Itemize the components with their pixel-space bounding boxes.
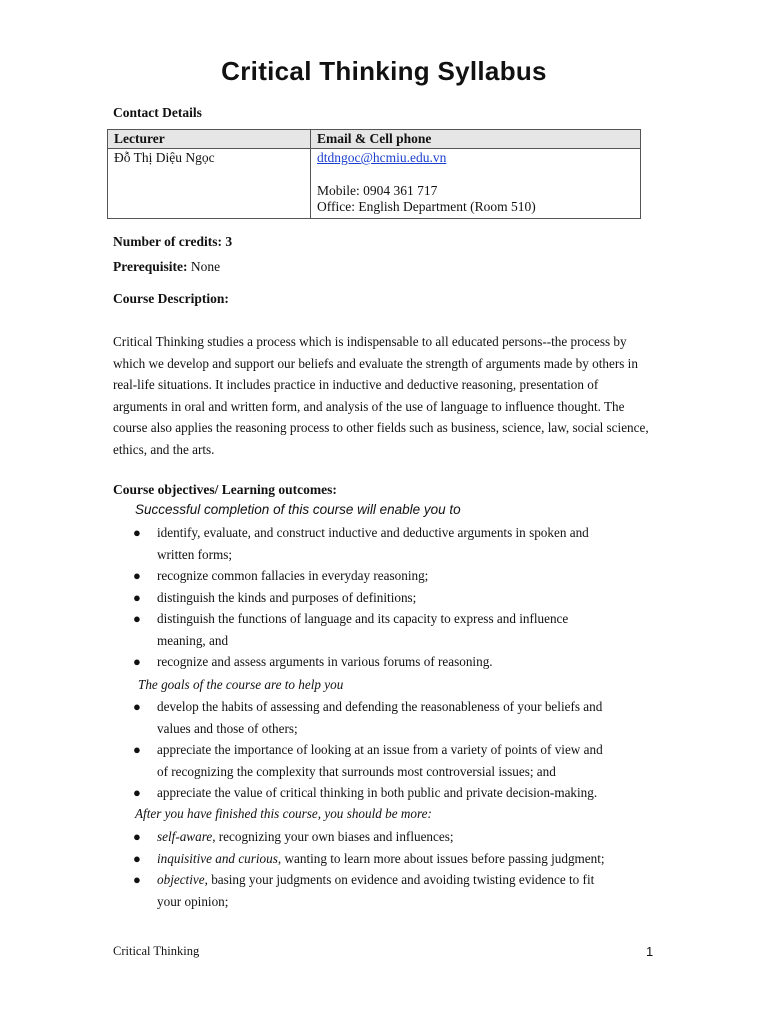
list-item: ● appreciate the value of critical thinking in both public and private decision-making.: [113, 782, 613, 804]
list-item: ● distinguish the functions of language and its capacity to express and influence meaning, and: [113, 608, 613, 651]
bullet-icon: ●: [133, 785, 141, 800]
lecturer-header: Lecturer: [108, 130, 311, 149]
bullet-icon: ●: [133, 850, 141, 866]
after-course-list: [113, 826, 613, 912]
objectives-intro: Successful completion of this course will enable you to: [135, 502, 461, 517]
list-item: ● develop the habits of assessing and defending the reasonableness of your beliefs and values and those of others;: [113, 696, 613, 739]
list-item: ● inquisitive and curious, wanting to learn more about issues before passing judgment;: [113, 848, 613, 870]
office-location: Office: English Department (Room 510): [317, 199, 536, 214]
bullet-icon: ●: [133, 525, 141, 540]
bullet-icon: ●: [133, 589, 141, 605]
goals-intro: The goals of the course are to help you: [138, 677, 344, 692]
goals-list: [113, 696, 613, 804]
bullet-icon: ●: [133, 872, 141, 887]
prerequisite-line: [113, 259, 220, 275]
list-item: ● appreciate the importance of looking at an issue from a variety of points of view and of recognizing the complexity that surrounds most controversial issues; and: [113, 739, 613, 782]
footer-course-name: Critical Thinking: [113, 944, 200, 958]
list-item: ● objective, basing your judgments on evidence and avoiding twisting evidence to fit your opinion;: [113, 869, 613, 912]
contact-table: [107, 129, 641, 219]
lecturer-name: Đỗ Thị Diệu Ngọc: [108, 149, 311, 219]
bullet-icon: ●: [133, 699, 141, 714]
page-number: 1: [646, 944, 654, 959]
contact-info-cell: [311, 149, 641, 219]
after-course-intro: After you have finished this course, you should be more:: [135, 806, 432, 821]
list-item: ● self-aware, recognizing your own biases and influences;: [113, 826, 613, 848]
bullet-icon: ●: [133, 568, 141, 583]
email-link[interactable]: dtdngoc@hcmiu.edu.vn: [317, 150, 447, 165]
prerequisite-value: None: [190, 259, 221, 274]
bullet-icon: ●: [133, 829, 141, 844]
list-item: ● identify, evaluate, and construct inductive and deductive arguments in spoken and written forms;: [113, 522, 613, 565]
prerequisite-label: Prerequisite:: [113, 259, 188, 274]
description-text: Critical Thinking studies a process which is indispensable to all educated persons--the process by which we develop and support our beliefs and evaluate the strength of arguments made by others in real-life situations. It includes practice in inductive and deductive reasoning, presentation of arguments in oral and written form, and analysis of the use of language to influence thought. The course also applies the reasoning process to other fields such as business, science, law, social science, ethics, and the arts.: [113, 334, 649, 457]
page-title: Critical Thinking Syllabus: [221, 56, 547, 86]
description-heading: Course Description:: [113, 291, 229, 306]
outcomes-list: [113, 522, 613, 673]
bullet-icon: ●: [133, 611, 141, 626]
contact-heading: Contact Details: [113, 105, 202, 120]
email-header: Email & Cell phone: [311, 130, 641, 149]
list-item: ● distinguish the kinds and purposes of definitions;: [113, 587, 613, 609]
list-item: ● recognize common fallacies in everyday reasoning;: [113, 565, 613, 587]
bullet-icon: ●: [133, 654, 141, 669]
objectives-heading: Course objectives/ Learning outcomes:: [113, 482, 337, 497]
list-item: ● recognize and assess arguments in various forums of reasoning.: [113, 651, 613, 673]
credits-line: Number of credits: 3: [113, 234, 233, 249]
bullet-icon: ●: [133, 742, 141, 757]
mobile-number: Mobile: 0904 361 717: [317, 183, 438, 198]
